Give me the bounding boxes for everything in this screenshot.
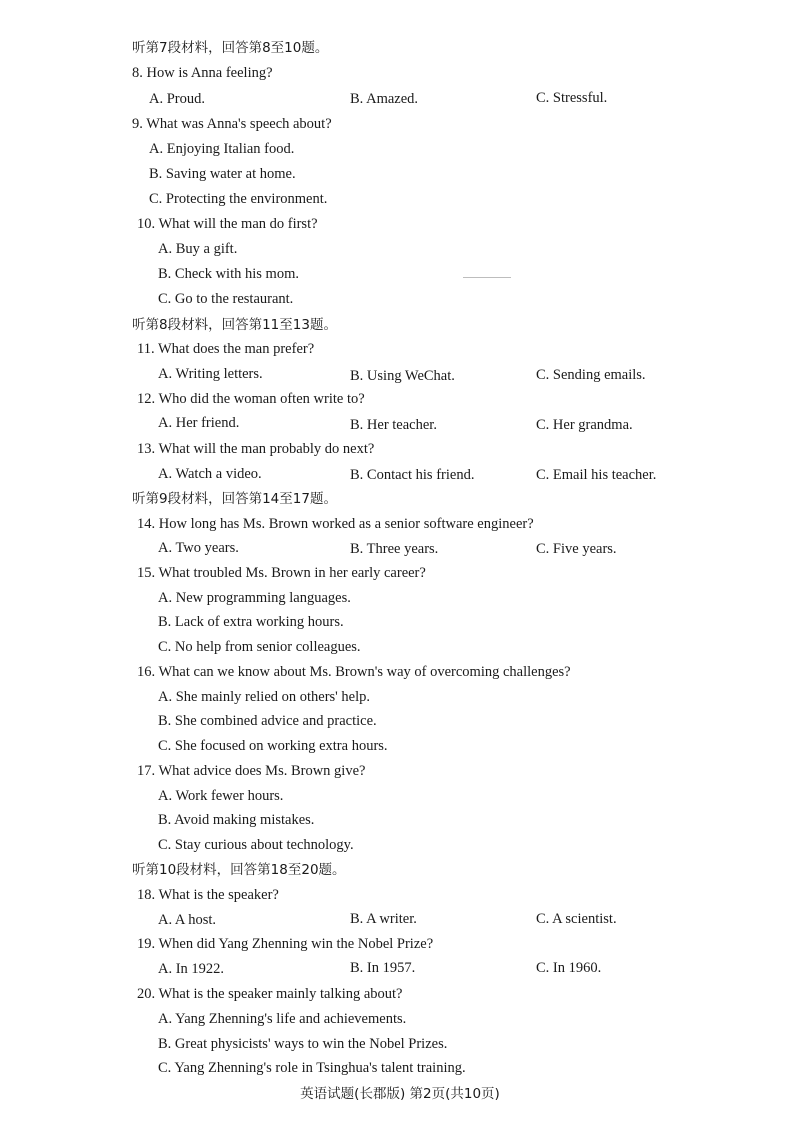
question-8: 8. How is Anna feeling?: [132, 65, 273, 81]
stray-mark: [463, 277, 511, 278]
question-17: 17. What advice does Ms. Brown give?: [137, 763, 366, 779]
question-18: 18. What is the speaker?: [137, 887, 279, 903]
q15-option-a: A. New programming languages.: [158, 590, 351, 606]
q14-option-c: C. Five years.: [536, 541, 617, 557]
section-heading-8: 听第8段材料，回答第11至13题。: [132, 317, 337, 333]
section-heading-9: 听第9段材料，回答第14至17题。: [132, 491, 337, 507]
question-12: 12. Who did the woman often write to?: [137, 391, 365, 407]
q9-option-a: A. Enjoying Italian food.: [149, 141, 295, 157]
q10-option-b: B. Check with his mom.: [158, 266, 299, 282]
question-14: 14. How long has Ms. Brown worked as a senior software engineer?: [137, 516, 534, 532]
q11-option-b: B. Using WeChat.: [350, 368, 455, 384]
question-11: 11. What does the man prefer?: [137, 341, 315, 357]
q17-option-a: A. Work fewer hours.: [158, 788, 284, 804]
q8-option-c: C. Stressful.: [536, 90, 608, 106]
question-19: 19. When did Yang Zhenning win the Nobel Prize?: [137, 936, 434, 952]
q12-option-c: C. Her grandma.: [536, 417, 633, 433]
q11-option-c: C. Sending emails.: [536, 367, 646, 383]
q18-option-c: C. A scientist.: [536, 911, 617, 927]
q19-option-c: C. In 1960.: [536, 960, 602, 976]
q16-option-c: C. She focused on working extra hours.: [158, 738, 388, 754]
q12-option-a: A. Her friend.: [158, 415, 240, 431]
q13-option-a: A. Watch a video.: [158, 466, 262, 482]
question-10: 10. What will the man do first?: [137, 216, 318, 232]
q16-option-b: B. She combined advice and practice.: [158, 713, 377, 729]
q19-option-a: A. In 1922.: [158, 961, 225, 977]
section-heading-7: 听第7段材料，回答第8至10题。: [132, 40, 329, 56]
question-13: 13. What will the man probably do next?: [137, 441, 375, 457]
q13-option-c: C. Email his teacher.: [536, 467, 657, 483]
q18-option-b: B. A writer.: [350, 911, 417, 927]
section-heading-10: 听第10段材料，回答第18至20题。: [132, 862, 346, 878]
q13-option-b: B. Contact his friend.: [350, 467, 475, 483]
q12-option-b: B. Her teacher.: [350, 417, 437, 433]
q15-option-b: B. Lack of extra working hours.: [158, 614, 344, 630]
q11-option-a: A. Writing letters.: [158, 366, 263, 382]
q9-option-b: B. Saving water at home.: [149, 166, 296, 182]
q16-option-a: A. She mainly relied on others' help.: [158, 689, 371, 705]
q10-option-a: A. Buy a gift.: [158, 241, 238, 257]
question-9: 9. What was Anna's speech about?: [132, 116, 332, 132]
page-footer: 英语试题(长郡版) 第2页(共10页): [300, 1086, 500, 1102]
q8-option-b: B. Amazed.: [350, 91, 419, 107]
q19-option-b: B. In 1957.: [350, 960, 416, 976]
q15-option-c: C. No help from senior colleagues.: [158, 639, 361, 655]
q10-option-c: C. Go to the restaurant.: [158, 291, 294, 307]
q14-option-a: A. Two years.: [158, 540, 239, 556]
q17-option-c: C. Stay curious about technology.: [158, 837, 354, 853]
q18-option-a: A. A host.: [158, 912, 217, 928]
question-16: 16. What can we know about Ms. Brown's way of overcoming challenges?: [137, 664, 571, 680]
q8-option-a: A. Proud.: [149, 91, 205, 107]
question-15: 15. What troubled Ms. Brown in her early career?: [137, 565, 426, 581]
q20-option-b: B. Great physicists' ways to win the Nobel Prizes.: [158, 1036, 448, 1052]
q14-option-b: B. Three years.: [350, 541, 439, 557]
q20-option-c: C. Yang Zhenning's role in Tsinghua's talent training.: [158, 1060, 466, 1076]
q17-option-b: B. Avoid making mistakes.: [158, 812, 315, 828]
q20-option-a: A. Yang Zhenning's life and achievements.: [158, 1011, 407, 1027]
q9-option-c: C. Protecting the environment.: [149, 191, 328, 207]
question-20: 20. What is the speaker mainly talking about?: [137, 986, 403, 1002]
